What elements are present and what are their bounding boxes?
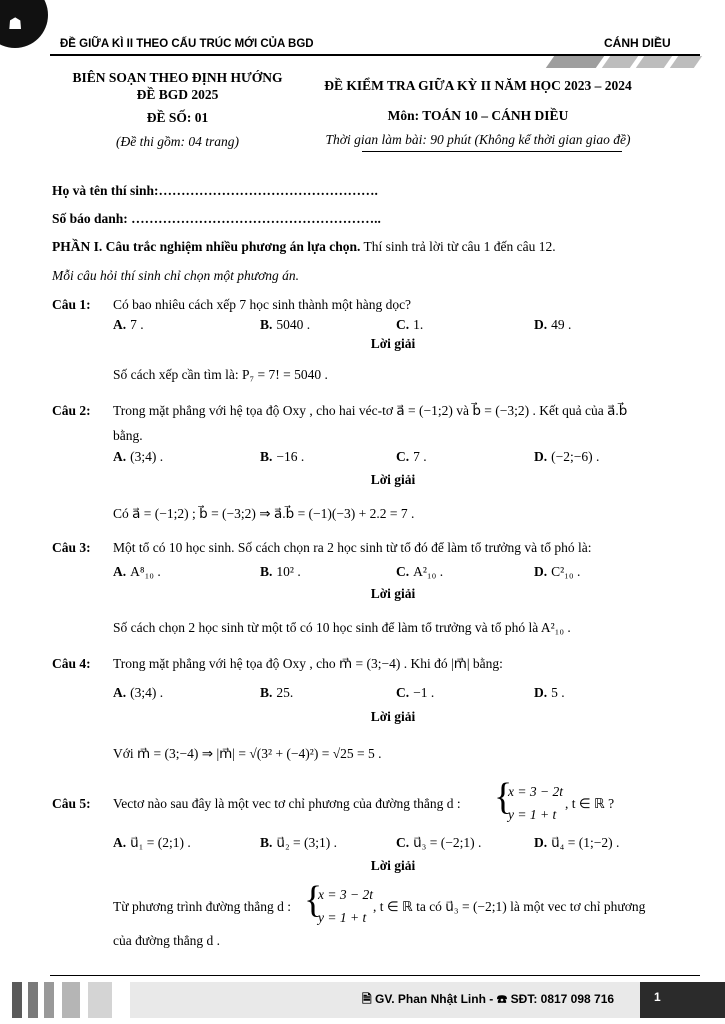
q4-text: Trong mặt phẳng với hệ tọa độ Oxy , cho m⃗ = (3;−4) . Khi đó |m⃗| bằng: [113,656,503,671]
org-line2: ĐỀ BGD 2025 [136,87,219,102]
q1-text: Có bao nhiêu cách xếp 7 học sinh thành một hàng dọc? [113,297,412,312]
q2-solution: Có a⃗ = (−1;2) ; b⃗ = (−3;2) ⇒ a⃗.b⃗ = (−1)(−3) + 2.2 = 7 . [113,506,415,521]
q5-sol-eq1: x = 3 − 2t [318,887,373,902]
q5-sol-eq2: y = 1 + t [318,910,367,925]
q1-option-a-text: 7 . [130,317,144,332]
q1-option-c-text: 1. [413,317,424,332]
q3-option-a-text: A⁸₁₀ . [130,564,161,579]
q2-solution-label: Lời giải [370,472,416,487]
footer-author: GV. Phan Nhật Linh [375,992,486,1006]
phone-icon: ☎ [496,992,508,1006]
q2-option-c-text: 7 . [413,449,427,464]
document-icon: 🗎 [362,992,372,1006]
q5-option-b[interactable]: B. u⃗₂ = (3;1) . [260,835,338,850]
q5-solution-tail: , t ∈ ℝ ta có u⃗₃ = (−2;1) là một vec tơ chỉ phương [373,899,646,914]
q5-solution-cont: của đường thẳng d . [113,933,221,948]
q5-option-b-text: u⃗₂ = (3;1) . [276,835,338,850]
q3-option-d-text: C²₁₀ . [551,564,581,579]
q3-text: Một tổ có 10 học sinh. Số cách chọn ra 2 học sinh từ tổ đó để làm tổ trưởng và tổ phó là: [113,540,592,555]
q5-solution-brace: { [304,879,323,921]
footer-bars [0,982,130,1018]
q1-label: Câu 1: [52,297,91,312]
footer-separator: - [489,992,497,1006]
q2-option-a[interactable]: A. (3;4) . [113,449,164,464]
q3-option-b[interactable]: B. 10² . [260,564,301,579]
q4-solution: Với m⃗ = (3;−4) ⇒ |m⃗| = √(3² + (−4)²) = √25 = 5 . [113,746,382,761]
q4-option-b[interactable]: B. 25. [260,685,294,700]
exam-time: Thời gian làm bài: 90 phút (Không kể thời gian giao đề) [325,132,631,147]
header-left-text: ĐỀ GIỮA KÌ II THEO CẤU TRÚC MỚI CỦA BGD [60,38,314,50]
q4-option-a[interactable]: A. (3;4) . [113,685,164,700]
exam-title: ĐỀ KIỂM TRA GIỮA KỲ II NĂM HỌC 2023 – 2024 [324,78,632,93]
student-number: Số báo danh: ……………………………………………….. [52,211,381,226]
q2-text-cont: bằng. [113,428,143,443]
q4-option-c-text: −1 . [413,685,435,700]
part1-title: PHẦN I. Câu trắc nghiệm nhiều phương án lựa chọn. [52,239,361,254]
q2-option-d[interactable]: D. (−2;−6) . [534,449,600,464]
footer-rule [50,975,700,976]
logo-icon: ☗ [8,16,23,33]
q5-sys-eq1: x = 3 − 2t [508,784,563,799]
q2-option-d-text: (−2;−6) . [551,449,600,464]
q4-option-c[interactable]: C. −1 . [396,685,435,700]
q4-solution-label: Lời giải [370,709,416,724]
q1-option-a[interactable]: A. 7 . [113,317,144,332]
page-number-box [640,982,725,1018]
q5-label: Câu 5: [52,796,91,811]
q2-option-c[interactable]: C. 7 . [396,449,427,464]
time-underline [362,151,622,152]
q1-option-d[interactable]: D. 49 . [534,317,572,332]
q5-option-d[interactable]: D. u⃗₄ = (1;−2) . [534,835,620,850]
q1-solution: Số cách xếp cần tìm là: P₇ = 7! = 5040 . [113,367,328,382]
q3-option-d[interactable]: D. C²₁₀ . [534,564,581,579]
exam-code: ĐỀ SỐ: 01 [146,110,209,125]
q4-label: Câu 4: [52,656,91,671]
header-right-text: CÁNH DIỀU [604,36,671,50]
q1-option-d-text: 49 . [551,317,572,332]
q5-option-c-text: u⃗₃ = (−2;1) . [413,835,482,850]
q5-text-tail: , t ∈ ℝ ? [565,796,615,811]
part1-desc: Thí sinh trả lời từ câu 1 đến câu 12. [360,239,556,254]
q3-label: Câu 3: [52,540,91,555]
q5-sys-eq2: y = 1 + t [508,807,557,822]
q5-solution-pre: Từ phương trình đường thẳng d : [113,899,291,914]
part1-heading [52,239,556,255]
header-stripes [540,56,710,70]
student-name: Họ và tên thí sinh:…………………………………………. [52,183,378,198]
q5-option-a-text: u⃗₁ = (2;1) . [130,835,191,850]
q4-option-b-text: 25. [276,685,294,700]
q1-option-b-text: 5040 . [276,317,311,332]
exam-subject: Môn: TOÁN 10 – CÁNH DIỀU [387,108,569,123]
q3-option-c-text: A²₁₀ . [413,564,444,579]
q5-brace: { [494,776,513,818]
q1-solution-label: Lời giải [370,336,416,351]
q3-option-b-text: 10² . [276,564,301,579]
q5-option-a[interactable]: A. u⃗₁ = (2;1) . [113,835,191,850]
footer-phone: SĐT: 0817 098 716 [510,992,615,1006]
q3-option-a[interactable]: A. A⁸₁₀ . [113,564,161,579]
q3-solution: Số cách chọn 2 học sinh từ một tổ có 10 học sinh để làm tổ trưởng và tổ phó là A²₁₀ . [113,620,571,635]
q4-option-d-text: 5 . [551,685,565,700]
org-line1: BIÊN SOẠN THEO ĐỊNH HƯỚNG [72,70,283,85]
q1-option-b[interactable]: B. 5040 . [260,317,311,332]
q4-option-d[interactable]: D. 5 . [534,685,565,700]
part1-note: Mỗi câu hỏi thí sinh chỉ chọn một phương án. [52,268,300,283]
q5-option-d-text: u⃗₄ = (1;−2) . [551,835,620,850]
q2-option-b-text: −16 . [276,449,305,464]
q5-option-c[interactable]: C. u⃗₃ = (−2;1) . [396,835,482,850]
q5-solution-label: Lời giải [370,858,416,873]
q2-option-b[interactable]: B. −16 . [260,449,305,464]
footer-contact [362,990,614,1011]
page-count: (Đề thi gồm: 04 trang) [116,134,239,149]
q2-option-a-text: (3;4) . [130,449,164,464]
q2-label: Câu 2: [52,403,91,418]
page-number: 1 [654,990,661,1004]
q5-text: Vectơ nào sau đây là một vec tơ chỉ phương của đường thẳng d : [113,796,461,811]
q3-solution-label: Lời giải [370,586,416,601]
q3-option-c[interactable]: C. A²₁₀ . [396,564,444,579]
q2-text: Trong mặt phẳng với hệ tọa độ Oxy , cho hai véc-tơ a⃗ = (−1;2) và b⃗ = (−3;2) . Kết quả của a⃗.b⃗ [113,403,628,418]
q4-option-a-text: (3;4) . [130,685,164,700]
q1-option-c[interactable]: C. 1. [396,317,424,332]
